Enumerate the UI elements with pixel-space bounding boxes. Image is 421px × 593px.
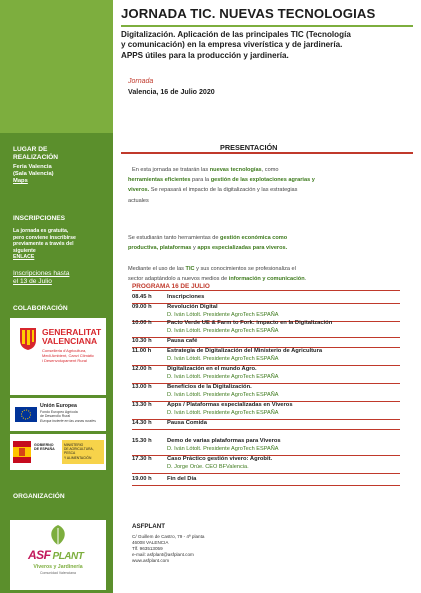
inscripciones-line: siguiente (13, 247, 36, 254)
subtitle-line: Digitalización. Aplicación de las principales TIC (Tecnología (121, 30, 351, 39)
gva-name-line: GENERALITAT (42, 327, 102, 337)
gobierno-line: GOBIERNO (34, 443, 54, 447)
gva-name (42, 328, 101, 346)
ue-fund-line: Fondo Europeo Agrícola (40, 410, 78, 414)
paragraph-text: En esta jornada se tratarán las (132, 167, 210, 173)
programa-session-title: Fin del Día (167, 476, 197, 482)
maps-link[interactable]: Maps (13, 178, 28, 185)
programa-time: 08.45 h (132, 294, 152, 300)
org-address (132, 534, 282, 564)
programa-row-divider (132, 473, 400, 474)
paragraph-text: y sus conocimientos se profesionaliza el (194, 266, 296, 272)
highlight-text: apps especializadas para viveros. (197, 245, 288, 252)
highlight-text: gestión de las explotaciones agrarias y (210, 177, 315, 184)
asf-wordmark-asf: ASF (28, 548, 51, 562)
programa-time: 13.00 h (132, 384, 152, 390)
presentacion-paragraph-2 (128, 233, 409, 253)
inscripciones-deadline (13, 270, 69, 286)
programa-session-title: Pacto Verde UE & Farm to Fork: impacto en la Digitalización (167, 320, 333, 326)
paragraph-text: Se estudiarán tanto herramientas de (128, 235, 221, 241)
gva-department-line: Medi Ambient, Canvi Climàtic (42, 353, 95, 358)
gobierno-line: DE ESPAÑA (34, 447, 55, 452)
paragraph-text: para la (190, 177, 211, 184)
programa-row-divider (132, 429, 400, 430)
highlight-text: viveros. (128, 187, 150, 194)
paragraph-text: Se repasará el impacto de la digitalización y las estrategias (149, 187, 298, 194)
subtitle-line: y comunicación) en la empresa viverística y de jardinería. (121, 40, 343, 50)
highlight-text: TIC (185, 266, 195, 272)
ue-title: Unión Europea (40, 403, 77, 409)
programa-session-title: Digitalización en el mundo Agro. (167, 366, 257, 372)
paragraph-text: Mediante el uso de las (128, 266, 186, 272)
address-line: Tlf. 963513059 (132, 546, 163, 551)
deadline-line: Inscripciones hasta (13, 270, 70, 277)
gva-department-line: i Desenvolupament Rural (42, 358, 87, 363)
email-link[interactable]: e-mail: asfplant@asfplant.com (132, 552, 194, 557)
presentacion-paragraph-1 (128, 165, 409, 206)
programa-session-title: Estrategia de Digitalización del Ministerio de Agricultura (167, 348, 323, 354)
highlight-text: productiva, plataformas (128, 245, 192, 252)
address-line: 46008 VALENCIA (132, 540, 169, 545)
programa-time: 17.30 h (132, 456, 152, 462)
lugar-place (13, 164, 54, 186)
inscripciones-line: La jornada es gratuita, (13, 228, 69, 234)
asf-region: Comunidad Valenciana (40, 571, 76, 575)
inscripciones-line: previamente a través del (13, 241, 74, 248)
asfplant-logo (10, 520, 106, 590)
programa-time: 10.30 h (132, 338, 152, 344)
programa-time: 15.30 h (132, 438, 152, 444)
paragraph-text: sector adaptándolo a nuevos medios de (128, 276, 229, 283)
generalitat-logo (10, 318, 106, 395)
presentacion-paragraph-3 (128, 264, 409, 284)
organizacion-heading: ORGANIZACIÓN (13, 493, 65, 500)
inscripciones-heading: INSCRIPCIONES (13, 215, 66, 222)
programa-speaker: D. Iván Lótolt. Presidente AgroTech ESPAÑA (167, 410, 279, 416)
address-line: C/ Guillem de Castro, 79 - 4ª planta (132, 534, 205, 539)
programa-session-title: Apps / Plataformas especializadas en Viveros (167, 402, 293, 408)
lugar-heading (13, 146, 58, 162)
programa-session-title: Inscripciones (167, 294, 205, 300)
programa-session-title: Pausa Comida (167, 420, 207, 426)
paragraph-text: . (304, 276, 307, 283)
gva-department-line: Conselleria d'Agricultura, (42, 348, 87, 353)
paragraph-line (128, 175, 409, 185)
enlace-link[interactable]: ENLACE (13, 254, 35, 261)
paragraph-line (128, 264, 409, 274)
ue-logo (10, 398, 106, 431)
ministerio-text (62, 440, 104, 464)
programa-speaker: D. Iván Lótolt. Presidente AgroTech ESPAÑA (167, 356, 279, 362)
programa-speaker: D. Iván Lótolt. Presidente AgroTech ESPAÑA (167, 446, 279, 452)
programa-session-title: Revolución Digital (167, 304, 218, 310)
programa-speaker: D. Iván Lótolt. Presidente AgroTech ESPAÑA (167, 374, 279, 380)
inscripciones-text (13, 228, 76, 261)
paragraph-line (128, 233, 409, 243)
page-title: JORNADA TIC. NUEVAS TECNOLOGIAS (121, 6, 376, 21)
programa-speaker: D. Iván Lótolt. Presidente AgroTech ESPAÑA (167, 392, 279, 398)
event-date: Valencia, 16 de Julio 2020 (128, 88, 215, 96)
programa-speaker: D. Iván Lótolt. Presidente AgroTech ESPAÑA (167, 328, 279, 334)
programa-time: 12.00 h (132, 366, 152, 372)
jornada-label: Jornada (128, 78, 154, 85)
ue-fund (40, 410, 96, 423)
page-subtitle (121, 30, 413, 61)
deadline-line: el 13 de Julio (13, 277, 52, 285)
programa-time: 13.30 h (132, 402, 152, 408)
highlight-text: nuevas tecnologías (209, 167, 262, 173)
paragraph-text: y (191, 245, 198, 252)
ministerio-line: DE AGRICULTURA, PESCA (64, 447, 94, 456)
spain-shield-icon (13, 441, 31, 463)
programa-row-divider (132, 485, 400, 486)
paragraph-line (128, 165, 409, 175)
programa-speaker: D. Iván Lótolt. Presidente AgroTech ESPAÑA (167, 312, 279, 318)
paragraph-text: , como (261, 167, 279, 173)
highlight-text: gestión económica como (220, 235, 288, 241)
highlight-text: herramientas eficientes (128, 177, 191, 184)
gobierno-text (34, 443, 55, 452)
programa-time: 19.00 h (132, 476, 152, 482)
gva-name-line: VALENCIANA (42, 336, 98, 346)
lugar-place-line: Feria Valencia (13, 164, 52, 170)
presentacion-divider (121, 152, 413, 154)
org-name: ASFPLANT (132, 523, 165, 530)
programa-time: 10.00 h (132, 320, 152, 326)
lugar-place-line: (Sala Valencia) (13, 171, 54, 178)
programa-speaker: D. Jorge Orúe. CEO BFValencia. (167, 464, 249, 470)
ministerio-line: Y ALIMENTACIÓN (64, 455, 92, 460)
eu-flag-icon (15, 407, 37, 422)
programa-session-title: Caso Práctico gestión vivero: Agrobit. (167, 456, 273, 462)
programa-time: 14.30 h (132, 420, 152, 426)
colaboracion-heading: COLABORACIÓN (13, 305, 68, 312)
programa-session-title: Pausa café (167, 338, 198, 344)
paragraph-line: actuales (128, 197, 149, 204)
gva-department (42, 348, 94, 363)
asf-wordmark (28, 548, 83, 562)
programa-time: 11.00 h (132, 348, 152, 354)
programa-session-title: Demo de varias plataformas para Viveros (167, 438, 281, 444)
ue-fund-line: Europa invierte en las zonas rurales (40, 418, 96, 423)
programa-divider (132, 290, 400, 291)
inscripciones-line: pero conviene inscribirse (13, 234, 76, 241)
ue-fund-line: de Desarrollo Rural (40, 414, 71, 419)
asf-tagline: Viveros y Jardinería (33, 564, 83, 570)
gobierno-logo (10, 434, 106, 470)
programa-title: PROGRAMA 16 DE JULIO (132, 283, 210, 290)
programa-time: 09.00 h (132, 304, 152, 310)
programa-session-title: Beneficios de la Digitalización. (167, 384, 252, 390)
presentacion-title: PRESENTACIÓN (220, 143, 278, 152)
paragraph-line (128, 185, 409, 195)
generalitat-emblem-icon (18, 326, 38, 352)
highlight-text: información y comunicación (228, 276, 305, 283)
subtitle-line: APPS útiles para la producción y jardinería. (121, 50, 289, 60)
lugar-heading-line: LUGAR DE (13, 146, 48, 153)
title-divider (121, 25, 413, 27)
ministerio-line: MINISTERIO (64, 443, 84, 447)
website-link[interactable]: www.asfplant.com (132, 558, 170, 563)
leaf-icon (47, 523, 69, 547)
paragraph-line (128, 243, 409, 253)
asf-wordmark-plant: PLANT (52, 551, 84, 562)
lugar-heading-line: REALIZACIÓN (13, 154, 59, 161)
header-green-block (0, 0, 113, 133)
